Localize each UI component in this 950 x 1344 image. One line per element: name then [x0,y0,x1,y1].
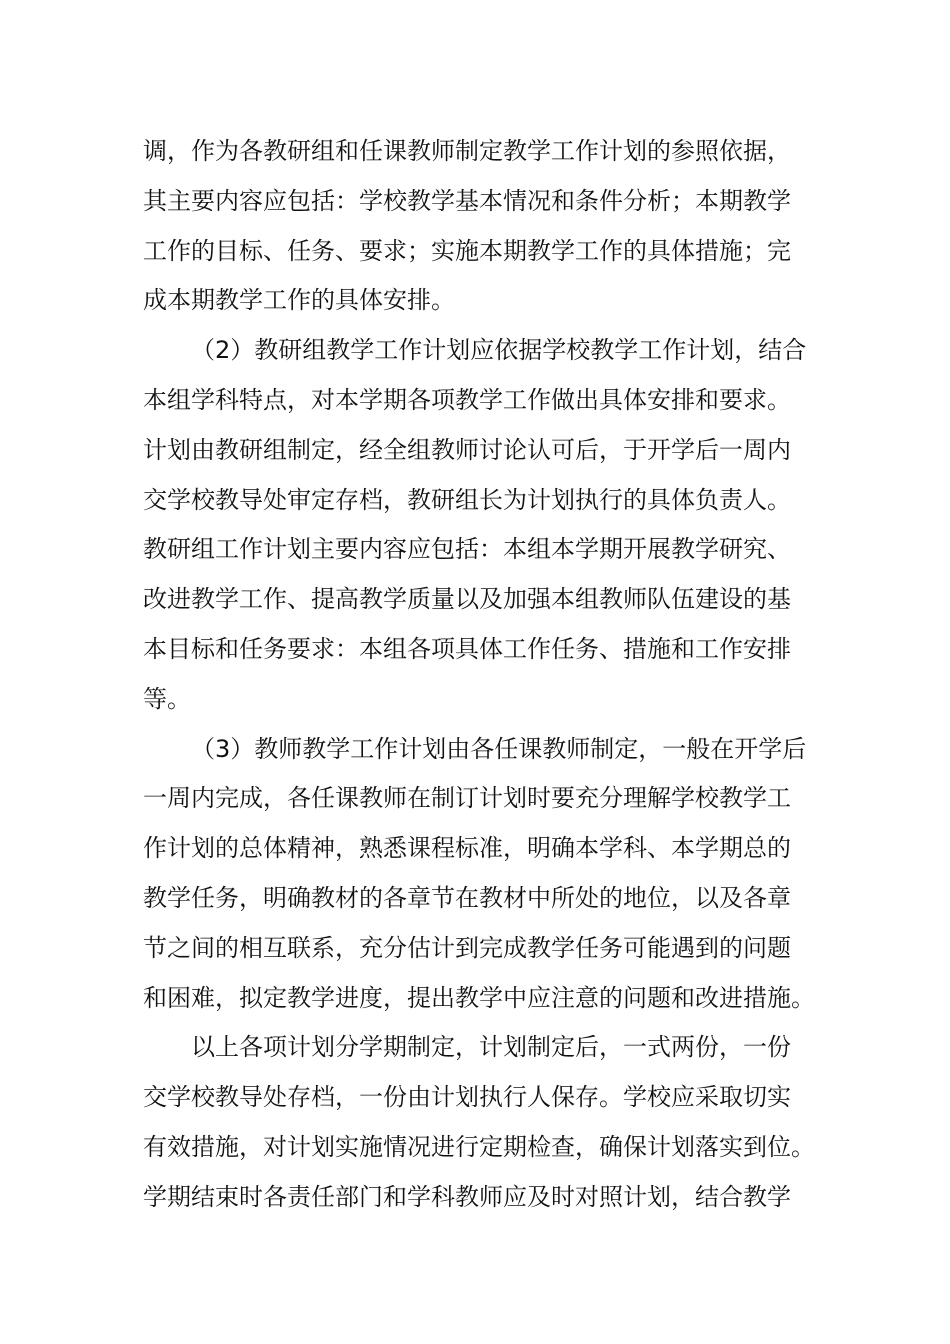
text-line: 计划由教研组制定，经全组教师讨论认可后，于开学后一周内 [143,435,791,464]
text-line: 交学校教导处存档，一份由计划执行人保存。学校应采取切实 [143,1083,791,1112]
text-line: 作计划的总体精神，熟悉课程标准，明确本学科、本学期总的 [143,834,791,863]
text-line: 改进教学工作、提高教学质量以及加强本组教师队伍建设的基 [143,585,791,614]
text-line: 等。 [143,684,191,713]
text-line: 其主要内容应包括：学校教学基本情况和条件分析；本期教学 [143,186,791,215]
text-line: 本组学科特点，对本学期各项教学工作做出具体安排和要求。 [143,385,791,414]
text-line: 教学任务，明确教材的各章节在教材中所处的地位，以及各章 [143,883,791,912]
text-line: 一周内完成，各任课教师在制订计划时要充分理解学校教学工 [143,784,791,813]
text-line: 工作的目标、任务、要求；实施本期教学工作的具体措施；完 [143,236,791,265]
paragraph-3-first-line: （3）教师教学工作计划由各任课教师制定，一般在开学后 [191,734,807,763]
text-line: 调，作为各教研组和任课教师制定教学工作计划的参照依据， [143,137,791,165]
paragraph-4-first-line: 以上各项计划分学期制定，计划制定后，一式两份，一份 [191,1033,791,1062]
text-line: 交学校教导处审定存档，教研组长为计划执行的具体负责人。 [143,485,791,514]
text-line: 节之间的相互联系，充分估计到完成教学任务可能遇到的问题 [143,933,791,962]
text-line: 有效措施，对计划实施情况进行定期检查，确保计划落实到位。 [143,1132,815,1161]
paragraph-2-first-line: （2）教研组教学工作计划应依据学校教学工作计划，结合 [191,336,807,365]
text-line: 成本期教学工作的具体安排。 [143,286,455,315]
document-body [143,127,815,1223]
text-line: 和困难，拟定教学进度，提出教学中应注意的问题和改进措施。 [143,983,815,1012]
text-line: 学期结束时各责任部门和学科教师应及时对照计划，结合教学 [143,1182,791,1211]
text-line: 本目标和任务要求：本组各项具体工作任务、措施和工作安排 [143,634,791,663]
text-line: 教研组工作计划主要内容应包括：本组本学期开展教学研究、 [143,535,791,564]
